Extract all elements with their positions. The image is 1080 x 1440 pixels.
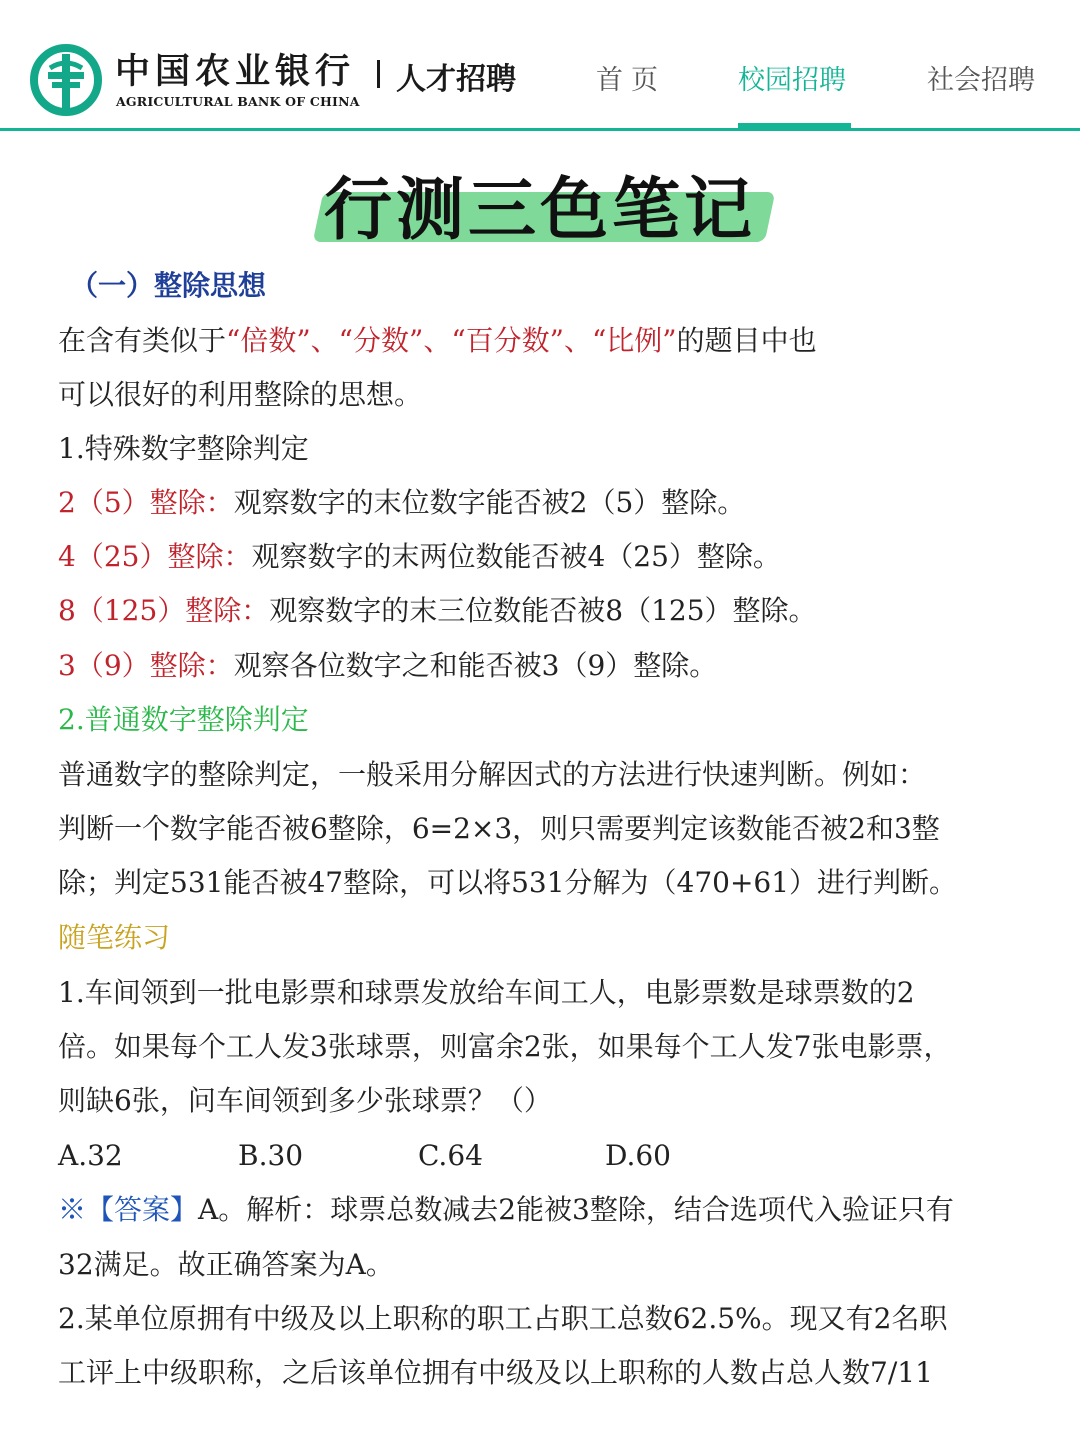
- header-subtitle: 人才招聘: [396, 62, 516, 97]
- item1-title: 1.特殊数字整除判定: [58, 432, 309, 465]
- item2-line: 普通数字的整除判定，一般采用分解因式的方法进行快速判断。例如：: [58, 758, 927, 791]
- rule-label: 4（25）整除：: [58, 540, 252, 573]
- rule-row: [58, 537, 781, 577]
- nav-social-recruit[interactable]: 社会招聘: [927, 65, 1035, 96]
- header-bottom-line: [0, 128, 1080, 131]
- rule-text: 观察数字的末两位数能否被4（25）整除。: [251, 540, 781, 573]
- item2-line: 除；判定531能否被47整除，可以将531分解为（470+61）进行判断。: [58, 866, 958, 899]
- bank-name-cn: 中国农业银行: [115, 51, 356, 92]
- page-title-block: [310, 152, 770, 248]
- question-line: 1.车间领到一批电影票和球票发放给车间工人，电影票数是球票数的2: [58, 976, 915, 1009]
- rule-row: [58, 483, 745, 523]
- rule-row: [58, 646, 717, 686]
- keyword-percent: “百分数”: [451, 324, 564, 357]
- question-line: 倍。如果每个工人发3张球票，则富余2张，如果每个工人发7张电影票，: [58, 1030, 952, 1063]
- intro-text: 在含有类似于: [58, 324, 227, 357]
- item2-title: 2.普通数字整除判定: [58, 703, 309, 736]
- intro-line-1: [58, 321, 817, 361]
- site-header: [0, 0, 1080, 132]
- question-line: 则缺6张，问车间领到多少张球票？（）: [58, 1084, 552, 1117]
- rule-label: 3（9）整除：: [58, 649, 234, 682]
- practice-heading: 随笔练习: [58, 921, 171, 954]
- nav-home[interactable]: 首页: [596, 65, 666, 96]
- separator: 、: [423, 324, 452, 357]
- keyword-multiple: “倍数”: [226, 324, 311, 357]
- answer-line-2: 32满足。故正确答案为A。: [58, 1248, 394, 1281]
- option-d[interactable]: D.60: [605, 1139, 671, 1172]
- question-line: 2.某单位原拥有中级及以上职称的职工占职工总数62.5%。现又有2名职: [58, 1302, 948, 1335]
- rule-row: [58, 591, 817, 631]
- section-heading: （一）整除思想: [70, 269, 267, 302]
- item2-line: 判断一个数字能否被6整除，6=2×3，则只需要判定该数能否被2和3整: [58, 812, 940, 845]
- bank-name-en: AGRICULTURAL BANK OF CHINA: [116, 94, 360, 109]
- answer-mark: ※【答案】: [58, 1193, 199, 1226]
- page-title: 行测三色笔记: [323, 171, 756, 250]
- question-line: 工评上中级职称，之后该单位拥有中级及以上职称的人数占总人数7/11: [58, 1356, 933, 1389]
- keyword-fraction: “分数”: [338, 324, 424, 357]
- keyword-ratio: “比例”: [591, 324, 677, 357]
- intro-text: 的题目中也: [676, 324, 817, 357]
- option-c[interactable]: C.64: [418, 1139, 483, 1172]
- intro-line-2: 可以很好的利用整除的思想。: [58, 378, 423, 411]
- separator: 、: [563, 324, 592, 357]
- rule-label: 8（125）整除：: [58, 594, 270, 627]
- answer-text: A。解析：球票总数减去2能被3整除，结合选项代入验证只有: [198, 1193, 954, 1226]
- nav-campus-recruit[interactable]: 校园招聘: [738, 65, 846, 96]
- separator: 、: [310, 324, 339, 357]
- option-b[interactable]: B.30: [238, 1139, 304, 1172]
- rule-label: 2（5）整除：: [58, 486, 234, 519]
- rule-text: 观察数字的末三位数能否被8（125）整除。: [269, 594, 817, 627]
- option-a[interactable]: A.32: [58, 1139, 123, 1172]
- rule-text: 观察各位数字之和能否被3（9）整除。: [233, 649, 718, 682]
- abc-logo-icon: [30, 44, 102, 116]
- answer-line-1: [58, 1190, 954, 1230]
- rule-text: 观察数字的末位数字能否被2（5）整除。: [233, 486, 746, 519]
- header-divider: [377, 60, 380, 88]
